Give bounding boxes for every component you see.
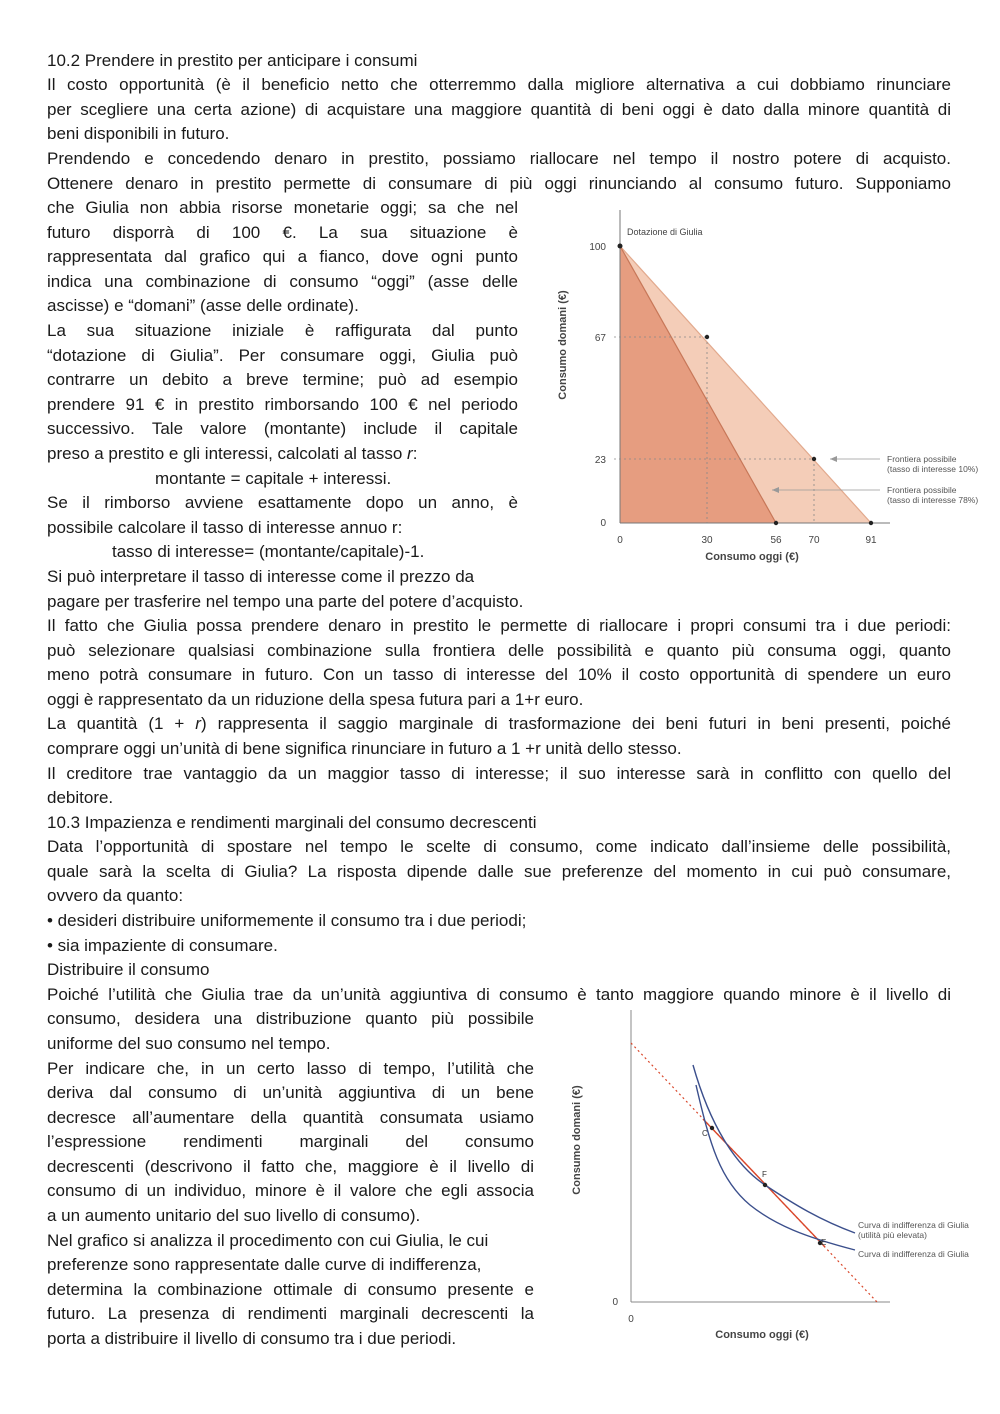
y-tick-label: 0 [612, 1297, 618, 1308]
text-line: quale sarà la scelta di Giulia? La risposta dipende dalle sue preferenze del momento in cui può consumare, [47, 862, 951, 881]
text-line: che Giulia non abbia risorse monetarie oggi; sa che nel [47, 198, 518, 217]
text-line: uniforme del suo consumo nel tempo. [47, 1034, 331, 1053]
indifference-curve-high [693, 1065, 855, 1233]
subheading: Distribuire il consumo [47, 960, 210, 979]
arrow-head-icon [830, 456, 837, 462]
x-axis-label: Consumo oggi (€) [705, 551, 799, 563]
formula-interest-rate: tasso di interesse= (montante/capitale)-1. [112, 542, 425, 561]
x-tick-label: 91 [865, 535, 877, 546]
text-line: futuro disporrà di 100 €. La sua situazione è [47, 223, 518, 242]
text-line: ovvero da quanto: [47, 886, 184, 905]
rate-symbol: r [407, 444, 413, 463]
text-line: beni disponibili in futuro. [47, 124, 230, 143]
indifference-curves-chart [560, 1005, 990, 1350]
text-line: futuro. La presenza di rendimenti marginali decrescenti la [47, 1304, 534, 1323]
x-tick-label: 56 [770, 535, 782, 546]
x-tick-label: 70 [808, 535, 820, 546]
x-tick-label: 0 [628, 1314, 634, 1325]
text-line: pagare per trasferire nel tempo una parte del potere d’acquisto. [47, 592, 524, 611]
text-line: rappresentata dal grafico qui a fianco, dove ogni punto [47, 247, 518, 266]
text-line: preferenze sono rappresentate dalle curve di indifferenza, [47, 1255, 482, 1274]
legend-label: (utilità più elevata) [858, 1230, 927, 1240]
indifference-curve-low [696, 1085, 855, 1250]
text-line [47, 442, 417, 467]
legend-label: Curva di indifferenza di Giulia [858, 1220, 969, 1230]
text-line: Nel grafico si analizza il procedimento con cui Giulia, le cui [47, 1231, 489, 1250]
combination-point [705, 335, 709, 339]
text-line: successivo. Tale valore (montante) include il capitale [47, 419, 518, 438]
budget-line-segment [703, 1119, 825, 1247]
section-heading: 10.2 Prendere in prestito per anticipare i consumi [47, 51, 418, 70]
intercept-point [869, 521, 873, 525]
text-line: decrescenti (descrivono il fatto che, maggiore è il livello di [47, 1157, 534, 1176]
y-tick-label: 23 [594, 455, 606, 466]
point-f-label: F [762, 1170, 767, 1179]
legend-label: Frontiera possibile [887, 485, 957, 495]
formula-montante: montante = capitale + interessi. [155, 469, 392, 488]
text-line: contrarre un debito a breve termine; può ad esempio [47, 370, 518, 389]
text-line: decresce all’aumentare della quantità consumata usiamo [47, 1108, 534, 1127]
text-line: Il fatto che Giulia possa prendere denaro in prestito le permette di riallocare i propri consumi tra i due periodi: [47, 616, 951, 635]
text-line: La sua situazione iniziale è raffigurata dal punto [47, 321, 518, 340]
x-tick-label: 0 [617, 535, 623, 546]
y-tick-label: 100 [589, 242, 606, 253]
text-line: debitore. [47, 788, 114, 807]
text-span: : [412, 444, 418, 463]
text-line: determina la combinazione ottimale di consumo presente e [47, 1280, 534, 1299]
text-line: indica una combinazione di consumo “oggi” (asse delle [47, 272, 518, 291]
point-c-label: C [702, 1129, 708, 1138]
x-axis-label: Consumo oggi (€) [715, 1329, 809, 1341]
text-line: meno potrà consumare in futuro. Con un tasso di interesse del 10% il costo opportunità di spendere un euro [47, 665, 951, 684]
text-line: comprare oggi un’unità di bene significa rinunciare in futuro a 1 +r unità dello stesso. [47, 739, 682, 758]
legend-label: (tasso di interesse 10%) [887, 464, 979, 474]
endowment-label: Dotazione di Giulia [627, 227, 703, 237]
text-line: possibile calcolare il tasso di interesse annuo r: [47, 518, 403, 537]
point-c-marker [710, 1126, 714, 1130]
text-line: Data l’opportunità di spostare nel tempo le scelte di consumo, come indicato dall’insieme delle possibilità, [47, 837, 951, 856]
x-tick-label: 30 [701, 535, 713, 546]
budget-frontier-chart [550, 200, 990, 580]
text-line: porta a distribuire il livello di consumo tra i due periodi. [47, 1329, 457, 1348]
text-line: Il creditore trae vantaggio da un maggior tasso di interesse; il suo interesse sarà in conflitto con quello del [47, 764, 951, 783]
y-tick-label: 67 [594, 333, 606, 344]
text-line: l’espressione rendimenti marginali del consumo [47, 1132, 534, 1151]
y-axis-label: Consumo domani (€) [571, 1085, 583, 1195]
legend-label: Frontiera possibile [887, 454, 957, 464]
list-item: • sia impaziente di consumare. [47, 936, 278, 955]
text-line: Per indicare che, in un certo lasso di tempo, l’utilità che [47, 1059, 534, 1078]
text-span: ) rappresenta il saggio marginale di trasformazione dei beni futuri in beni presenti, poiché [200, 714, 952, 733]
text-line: a un aumento unitario del suo livello di consumo). [47, 1206, 421, 1225]
text-line: prendere 91 € in prestito rimborsando 100 € nel periodo [47, 395, 518, 414]
text-line: Si può interpretare il tasso di interesse come il prezzo da [47, 567, 475, 586]
y-axis-label: Consumo domani (€) [557, 290, 569, 400]
section-heading: 10.3 Impazienza e rendimenti marginali del consumo decrescenti [47, 813, 537, 832]
text-line: consumo, desidera una distribuzione quanto più possibile [47, 1009, 534, 1028]
text-line: Se il rimborso avviene esattamente dopo un anno, è [47, 493, 518, 512]
legend-label: Curva di indifferenza di Giulia [858, 1249, 969, 1259]
text-line: oggi è rappresentato da un riduzione della spesa futura pari a 1+r euro. [47, 690, 584, 709]
rate-symbol: r [195, 714, 201, 733]
text-span: La quantità (1 + [47, 714, 196, 733]
point-f-marker [763, 1183, 767, 1187]
text-line: può selezionare qualsiasi combinazione sulla frontiera delle possibilità e quanto più consuma oggi, quanto [47, 641, 951, 660]
text-line: Poiché l’utilità che Giulia trae da un’unità aggiuntiva di consumo è tanto maggiore quando minore è il livello di [47, 985, 951, 1004]
legend-label: (tasso di interesse 78%) [887, 495, 979, 505]
intercept-point [774, 521, 778, 525]
point-e-label: E [821, 1238, 827, 1247]
text-line: consumo di un individuo, minore è il valore che egli associa [47, 1181, 534, 1200]
list-item: • desideri distribuire uniformemente il consumo tra i due periodi; [47, 911, 527, 930]
y-tick-label: 0 [600, 518, 606, 529]
text-line: per scegliere una certa azione) di acquistare una maggiore quantità di beni oggi è dato dalla minore quantità di [47, 100, 951, 119]
text-line: deriva dal consumo di un’unità aggiuntiva di un bene [47, 1083, 534, 1102]
text-line: Il costo opportunità (è il beneficio netto che otterremmo dalla migliore alternativa a cui dobbiamo rinunciare [47, 75, 951, 94]
text-line [47, 712, 951, 737]
text-line: Prendendo e concedendo denaro in prestito, possiamo riallocare nel tempo il nostro potere di acquisto. [47, 149, 951, 168]
combination-point [812, 457, 816, 461]
text-line: Ottenere denaro in prestito permette di consumare di più oggi rinunciando al consumo futuro. Supponiamo [47, 174, 951, 193]
text-span: preso a prestito e gli interessi, calcolati al tasso [47, 444, 403, 463]
endowment-point [618, 244, 623, 249]
text-line: “dotazione di Giulia”. Per consumare oggi, Giulia può [47, 346, 518, 365]
text-line: ascisse) e “domani” (asse delle ordinate). [47, 296, 359, 315]
